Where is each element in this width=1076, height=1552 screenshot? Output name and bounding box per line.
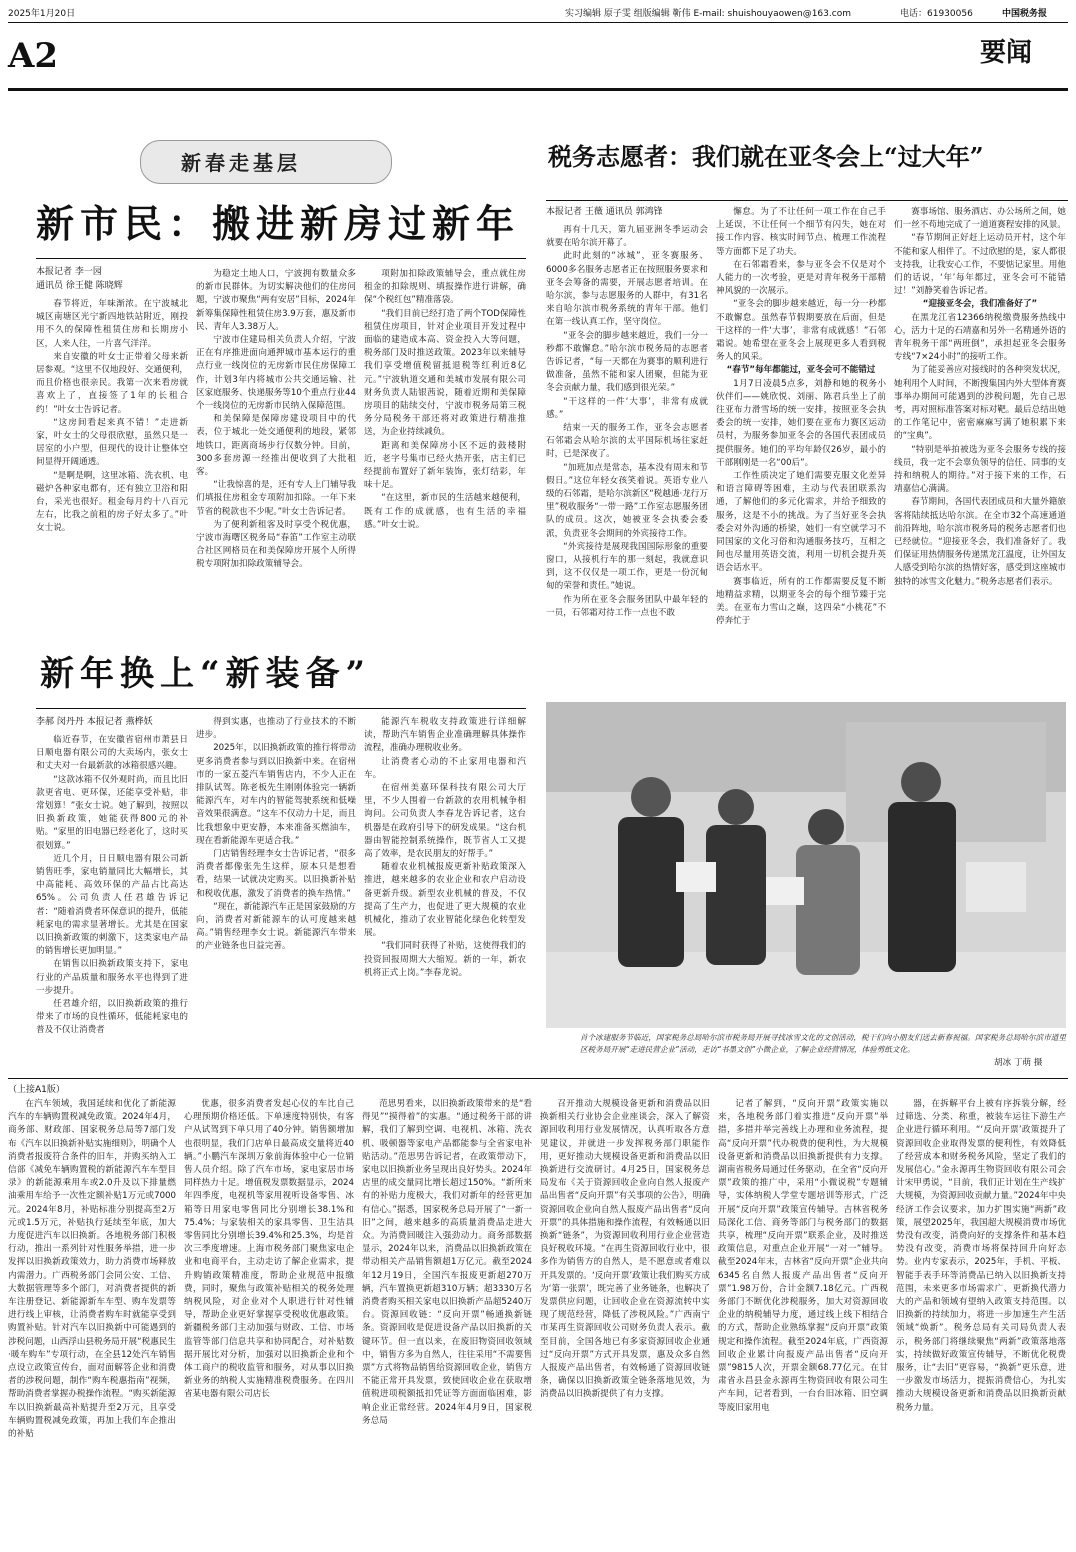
paragraph: 任君雄介绍，以旧换新政策的推行带来了市场的良性循环，低能耗家电的普及不仅让消费者 [36, 999, 188, 1036]
paragraph: 在石邻霜看来，参与亚冬会不仅是对个人能力的一次考验，更是对青年税务干部精神风貌的一次展示。 [716, 259, 886, 297]
paragraph: 召开推动大规模设备更新和消费品以旧换新相关行业协会企业座谈会，深入了解资源回收利用行业发展情况，认真听取各方意见建议，并就进一步发挥税务部门职能作用，更好推动大规模设备更新和消费品以旧换新进行交流研讨。4月25日，国家税务总局发布《关于资源回收企业向自然人报废产品出售者“反向开票”有关事项的公告》，明确资源回收企业向自然人报废产品出售者“反向开票”的具体措施和操作流程，有效畅通以旧换新“链条”，为资源回收利用行业企业营造良好税收环境。“在再生资源回收行业中，很多作为销售方的自然人，是不愿意或者难以开具发票的。‘反向开票’政策让我们购买方成为‘第一张票’，既完善了业务链条，也解决了发票供应问题，让回收企业在资源流转中实现了规范经营，降低了涉税风险。”广西南宁市某再生资源回收公司财务负责人表示。截至目前，全国各地已有多家资源回收企业通过“反向开票”方式开具发票，惠及众多自然人报废产品出售者，有效畅通了资源回收链条，确保以旧换新政策全链条落地见效，为消费品以旧换新提供了有力支撑。 [540, 1099, 710, 1400]
article1-byline-reporter: 本报记者 李一园 [36, 267, 102, 277]
article1-column-2 [196, 268, 356, 628]
article2-byline: 李郝 闵丹丹 本报记者 燕桦妖 [36, 717, 153, 727]
paragraph: 在黑龙江省12366纳税缴费服务热线中心，活力十足的石靖嘉和另外一名精通外语的青年税务干部“两班倒”，承担起亚冬会服务专线“7×24小时”的接听工作。 [894, 312, 1066, 363]
continuation-column-4 [540, 1098, 710, 1544]
series-banner [140, 140, 392, 184]
paragraph: 为了便利新租客及时享受个税优惠，宁波市海曙区税务局“春笛”工作室主动联合社区网格员在和美保障房开展个人所得税专项附加扣除政策辅导会。 [196, 519, 356, 570]
news-photo-illustration [546, 702, 1066, 1028]
paragraph: 赛事临近，所有的工作都需要反复不断地精益求精，以期亚冬会的每个细节臻于完美。在亚布力雪山之巅，这四朵“小桃花”不停奔忙于 [716, 576, 886, 627]
paragraph: 此时此刻的“冰城”，亚冬赛服务、6000多名服务志愿者正在按照服务要求和亚冬会筹备的需要，开展志愿者培训。在哈尔滨，参与志愿服务的人群中，有31名来自哈尔滨市税务系统的青年干部。他们在第一线认真工作，坚守岗位。 [546, 251, 708, 328]
paragraph: 为了能妥善应对接线时的各种突发状况，她利用个人时间，不断搜集国内外大型体育赛事举办期间可能遇到的涉税问题，先自己思考，再对照标准答案对标对靶。最后总结出她的工作笔记中，密密麻麻写满了她积累下来的“宝典”。 [894, 365, 1066, 442]
article1-rule [36, 258, 526, 259]
article3-column-1 [546, 224, 708, 694]
paragraph: 赛事场馆、服务酒店、办公场所之间，她们一丝不苟地完成了一道道赛程安排的风景。 [894, 207, 1066, 231]
paragraph: “干这样的一件‘大事’，非常有成就感。” [546, 396, 708, 420]
article1-column-3 [364, 268, 526, 628]
paragraph: “亚冬会的脚步越来越近，我们一分一秒都不敢懈怠。”哈尔滨市税务局的志愿者告诉记者，“每一天都在为赛事的顺利进行做准备，虽然不能和家人团聚，但能为亚冬会贡献力量，我们感到很光荣。” [546, 330, 708, 394]
paragraph: 宁波市住建局相关负责人介绍，宁波正在有序推进面向通押城市基本运行的重点行业一线岗位的无房新市民住房保障工作，计划3年内将城市公共交通运输、社区家庭服务、快递服务等10个重点行业44个一线岗位的无房新市民纳入保障范围。 [196, 335, 356, 412]
issue-date: 2025年1月20日 [8, 9, 76, 19]
paragraph: 再有十几天，第九届亚洲冬季运动会就要在哈尔滨开幕了。 [546, 225, 708, 249]
series-banner-text: 新春走基层 [181, 151, 301, 175]
paragraph: “特别是举拍被选为亚冬会服务专线的接线员，我一定不会辜负领导的信任、同事的支持和纳税人的期待。”对于接下来的工作，石靖嘉信心满满。 [894, 444, 1066, 495]
article2-rule [36, 708, 526, 709]
paragraph: “这房间看起来真不错！”走进新家，叶女士的父母很欣慰，虽然只是一居室的小户型，但现代的设计让整体空间显得开阔通透。 [36, 417, 188, 468]
paragraph: “我们目前已经打造了两个TOD保障性租赁住房项目，针对企业项目开发过程中面临的建造成本高、资金投入大等问题，税务部门及时推送政策。2023年以来辅导我们享受增值税留抵退税等红利近8亿元。”宁波轨道交通和美城市发展有限公司财务负责人陆银茜说，随着近期和美保障房项目的陆续交付，宁波市税务局第三税务分局税务干部还将对政策进行精准推送，为企业持续减负。 [364, 308, 526, 438]
paragraph: 来自安徽的叶女士正带着父母来新居参观。“这里不仅地段好、交通便利，而且价格也很亲民。我第一次来看房就喜欢上了，直接签了1年的长租合约！”叶女士告诉记者。 [36, 351, 188, 415]
paragraph: “加班加点是常态，基本没有周末和节假日。”这位年轻女孩笑着说。英语专业八级的石邻霜，是哈尔滨新区“税越通·龙行万里”税收服务“一带一路”工作室志愿服务团队的成员。这次，她被亚冬会执委会委派，负责亚冬会期间的外宾接待工作。 [546, 462, 708, 539]
paragraph: 工作性质决定了她们需要克服文化差异和语言障碍等困难，主动与代表团联系沟通，了解他们的多元化需求，并给予细致的服务，这是不小的挑战。为了当好亚冬会执委会对外沟通的桥梁，她们一有空就学习不同国家的文化习俗和沟通服务技巧，互相之间也尽量用英语交流，利用一切机会提升英语会话水平。 [716, 471, 886, 574]
paragraph: “这款冰箱不仅外观时尚，而且比旧款更省电、更环保，还能享受补贴，非常划算！”张女士说。她了解到，按照以旧换新政策，她能获得800元的补贴。“家里的旧电器已经老化了，这时买很划算。” [36, 774, 188, 851]
paragraph: “在这里，新市民的生活越来越便利，既有工作的成就感，也有生活的幸福感。”叶女士说。 [364, 493, 526, 530]
masthead-thick-rule [8, 88, 1068, 91]
continuation-column-1 [8, 1098, 176, 1544]
subheading: “春节”每年都能过，亚冬会可不能错过 [726, 365, 876, 376]
paragraph: 在汽车领域，我国延续和优化了新能源汽车的车辆购置税减免政策。2024年4月，商务部、财政部、国家税务总局等7部门发布《汽车以旧换新补贴实施细则》，明确个人消费者报废符合条件的旧车，并购买纳入工信部《减免车辆购置税的新能源汽车车型目录》的新能源乘用车或2.0升及以下排量燃油乘用车给予一次性定额补贴1万元或7000元。2024年8月，补贴标准分别提高至2万元或1.5万元，补贴执行延续至年底，加大力度促进汽车以旧换新。各地税务部门积极行动，推出一系列针对性服务举措，进一步发挥以旧换新政策效力，助力消费市场释放内需潜力。广西税务部门会同公安、工信、大数据管理等多个部门，对消费者提供的新车注册登记、新能源新车车型、购车发票等进行线上审核，让消费者购车时就能享受到购置补贴。针对汽车以旧换新中可能遇到的涉税问题，山西浮山县税务局开展“税惠民生·暖车购车”专项行动，在全县12处汽车销售点设立政策宣传台，面对面解答企业和消费者的涉税问题，制作“购车税惠指南”视频，帮助消费者掌握办税操作流程。“购买新能源车以旧换新最高补贴提升至2万元，且享受车辆购置税减免政策，再加上我们车企推出的补贴 [8, 1099, 176, 1440]
paragraph: 临近春节，在安徽省宿州市萧县日日顺电器有限公司的大卖场内，张女士和丈夫对一台最新款的冰箱很感兴趣。 [36, 735, 188, 772]
article3-headline: 税务志愿者：我们就在亚冬会上“过大年” [548, 142, 984, 171]
continuation-column-5 [718, 1098, 888, 1544]
article2-column-1 [36, 734, 188, 1084]
editor-info: 实习编辑 原子雯 组版编辑 靳伟 E-mail: shuishouyaowen@163.com [565, 9, 851, 19]
paragraph: “亚冬会的脚步越来越近，每一分一秒都不敢懈怠。虽然春节假期要放在后面，但是干这样的一件‘大事’，非常有成就感！”石邻霜说。她希望在亚冬会上展现更多人看到税务人的风采。 [716, 299, 886, 363]
paragraph: 门店销售经理李女士告诉记者，“很多消费者都像张先生这样，原本只是想看看，结果一试就决定购买。以旧换新补贴和税收优惠，激发了消费者的换车热情。” [196, 849, 356, 899]
paragraph: 懈怠。为了不让任何一项工作在自己手上延误，不让任何一个细节有闪失，她在对接工作内容、核实时间节点、梳理工作流程等方面都下足了功夫。 [716, 207, 886, 257]
lower-section-rule [8, 1078, 1068, 1079]
article2-column-3 [364, 716, 526, 1084]
paragraph: 器，在拆解平台上被有序拆装分解，经过筛选、分类、称重，被装车运往下游生产企业进行循环利用。“‘反向开票’政策提升了资源回收企业取得发票的便利性，有效降低了经营成本和财务税务风险，坚定了我们的发展信心。”金永源再生物资回收有限公司会计宋甲勇说，“目前，我们正计划在生产线扩大规模，为资源回收贡献力量。”2024年中央经济工作会议要求，加力扩围实施“两新”政策，展望2025年，我国超大规模消费市场优势没有改变，消费向好的支撑条件和基本趋势没有改变，消费市场将保持回升向好态势。业内专家表示，2025年，手机、平板、智能手表手环等消费品已纳入以旧换新支持范围，未来更多市场需求广、更新换代潜力大的产品和领域有望纳入政策支持范围。以旧换新的持续加力，将进一步加速生产生活领域“焕新”。税务总局有关司局负责人表示，税务部门将继续聚焦“两新”政策落地落实，持续做好政策宣传辅导，不断优化税费服务，让“去旧”更容易，“换新”更乐意，进一步激发市场活力，提振消费信心，为扎实推动大规模设备更新和消费品以旧换新贡献税务力量。 [896, 1099, 1066, 1413]
article3-byline: 本报记者 王薇 通讯员 郭鸿锋 [546, 207, 663, 217]
masthead-rule [8, 22, 1068, 23]
paragraph: “春节期间正好赶上运动员开村，这个年不能和家人相伴了。不过欣慰的是，家人都很支持我，让我安心工作，不要惦记家里。用他们的话说，‘年’每年都过，亚冬会可不能错过！”刘静笑着告诉记者。 [894, 233, 1066, 297]
paragraph: 近几个月，日日顺电器有限公司新销售旺季，家电销量同比大幅增长，其中高能耗、高效环保的产品占比高达65%。公司负责人任君雄告诉记者：“随着消费者环保意识的提升，低能耗家电的需求显著增长。尤其是在国家以旧换新政策的刺激下，这类家电产品的销售增长更加明显。” [36, 853, 188, 957]
paragraph: 记者了解到，“反向开票”政策实施以来，各地税务部门着实推进“反向开票”举措，多措并举完善线上办理和业务流程，提高“反向开票”代办税费的便利性，为大规模设备更新和消费品以旧换新提供有力支撑。湖南省税务局通过任务驱动，在全省“反向开票”政策的推广中，采用“小微说税”专题辅导，实体纳税人学堂专题培训等形式，广泛开展“反向开票”政策宣传辅导。吉林省税务局深化工信、商务等部门与税务部门的数据共享，梳理“反向开票”联系企业，及时推送政策信息，对重点企业开展“一对一”辅导。截至2024年末，吉林省“反向开票”企业共向6345名自然人报废产品出售者“反向开票”1.98万份，合计金额7.18亿元。广西税务部门不断优化涉税服务，加大对资源回收企业的纳税辅导力度，通过线上线下相结合的方式，帮助企业熟练掌握“反向开票”政策规定和操作流程。截至2024年底，广西资源回收企业累计向报废产品出售者“反向开票”9815人次，开票金额68.77亿元。在甘肃省永昌县金永源再生物资回收有限公司生产车间，记者看到，一台台旧冰箱、旧空调等废旧家用电 [718, 1099, 888, 1413]
paragraph: 项附加扣除政策辅导会，重点就住房租金的扣除规则、填报操作进行讲解，确保“个税红包”精准落袋。 [364, 269, 526, 306]
phone-number: 电话：61930056 [900, 9, 973, 19]
paper-name: 中国税务报 [1002, 9, 1048, 19]
paragraph: 随着农业机械报废更新补贴政策深入推进，越来越多的农业企业和农户启动设备更新升级。新型农业机械的普及，不仅提高了生产力，也促进了更大规模的农业机械化，推动了农业智能化绿色化转型发展。 [364, 862, 526, 939]
photo-caption: 首个冰建服务节临近，国家税务总局哈尔滨市税务局开展寻找冰雪文化的文创活动，税干们向小朋友们送去新春祝福。国家税务总局哈尔滨市道里区税务局开展“走进民营企业”活动，走访“书墨文创”小微企业，了解企业经营情况，体验剪纸文化。 [580, 1033, 1066, 1054]
continuation-column-6 [896, 1098, 1066, 1544]
paragraph: “外宾接待是展现我国国际形象的重要窗口，从接机行车的那一刻起，我就意识到，这不仅仅是一项工作，更是一份沉甸甸的荣誉和责任。”她说。 [546, 541, 708, 592]
article2-headline: 新年换上“新装备” [40, 654, 372, 694]
paragraph: “是啊是啊，这里冰箱、洗衣机、电磁炉各种家电都有，还有独立卫浴和阳台，采光也很好。租金每月约十八百元左右，比我之前租的房子好太多了。”叶女士说。 [36, 470, 188, 534]
paragraph: “现在，新能源汽车正是国家鼓励的方向，消费者对新能源车的认可度越来越高。”销售经理李女士说。新能源汽车带来的产业链条也日益完善。 [196, 901, 356, 952]
section-name: 要闻 [980, 38, 1033, 68]
paragraph: 春节期间，各国代表团成员和大量外籍旅客将陆续抵达哈尔滨。在全市32个高速通道前沿阵地，哈尔滨市税务局的税务志愿者们也已经就位。“迎接亚冬会，我们准备好了。我们保证用热情服务传递黑龙江温度，让外国友人感受到哈尔滨的热情好客，感受到这座城市独特的冰雪文化魅力。”税务志愿者们表示。 [894, 497, 1066, 587]
paragraph: 能源汽车税收支持政策进行详细解读，帮助汽车销售企业准确理解具体操作流程，准确办理税收业务。 [364, 717, 526, 754]
continuation-column-2 [184, 1098, 354, 1544]
paragraph: “让我惊喜的是，还有专人上门辅导我们填报住房租金专项附加扣除。一年下来节省的税款也不少呢。”叶女士告诉记者。 [196, 480, 356, 517]
article3-rule [546, 200, 1068, 201]
page-number: A2 [8, 36, 59, 76]
continuation-label: （上接A1版） [8, 1085, 65, 1095]
paragraph: 春节将近，年味渐浓。在宁波城北城区南塘区光宁新四地铁站附近，刚投用不久的保障性租赁住房和长期房小区，人来人往，一片喜气洋洋。 [36, 299, 188, 349]
article1-headline: 新市民：搬进新房过新年 [36, 201, 521, 246]
paragraph: “我们同时获得了补贴，这使得我们的投资回报周期大大缩短。新的一年，新农机将正式上岗。”李春龙说。 [364, 941, 526, 978]
news-photo [546, 702, 1066, 1028]
paragraph: 和美保障是保障房建设项目中的代表，位于城北一处交通便利的地段，紧邻地铁口，距离商场步行仅数分钟。目前，300多套房源一经推出便收到了大批租客。 [196, 414, 356, 478]
article3-column-2 [716, 206, 886, 694]
paragraph: 在销售以旧换新政策支持下，家电行业的产品质量和服务水平也得到了进一步提升。 [36, 959, 188, 996]
paragraph: 让消费者心动的不止家用电器和汽车。 [364, 756, 526, 780]
paragraph: 得到实惠，也推动了行业技术的不断进步。 [196, 717, 356, 741]
paragraph: 1月7日凌晨5点多，刘静和她的税务小伙伴们——姚欣悦、刘丽、陈君兵坐上了前往亚布力滑雪场的统一安排，按照亚冬会执委会的统一安排，她们要在亚布力赛区运动员村，为服务参加亚冬会的各国代表团成员提供服务。她们的平均年龄仅26岁，最小的干部刚刚是一名“00后”。 [716, 378, 886, 468]
paragraph: 2025年，以旧换新政策的推行将带动更多消费者参与到以旧换新中来。在宿州市的一家五菱汽车销售店内，不少人正在排队试驾。陈老板先生刚刚体验完一辆新能源汽车，对车内的智能驾驶系统和低噪音效果很满意。“这车不仅动力十足，而且比我想象中更安静，本来准备买燃油车，现在看新能源车更适合我。” [196, 743, 356, 846]
paragraph: 范思男看来，以旧换新政策带来的是“看得见”“摸得着”的实惠。“通过税务干部的讲解，我们了解到空调、电视机、冰箱、洗衣机、吸顿器等家电产品都能参与全省家电补贴活动。”范思男告诉记者，在政策带动下，家电以旧换新业务呈现出良好势头。2024年店里的成交量同比增长超过150%。“新所来有的补贴力度极大，我们对新年的经营更加有信心。”据悉，国家税务总局开展了“一新一旧”之间，越来越多的高质量消费品走进大众。为消费回暖注入强劲动力。商务部数据显示，2024年以来，消费品以旧换新政策在带动相关产品销售额超1万亿元。截至2024年12月19日，全国汽车报废更新超270万辆，汽车置换更新超310万辆；超3330万名消费者购买相关家电以旧换新产品超5240万台。资源回收链：“反向开票”畅通换新链条。资源回收是促进设备产品以旧换新的关键环节。但一直以来，在废旧物资回收领域中，销售方多为自然人，往往采用“不需要售票”方式将物品销售给资源回收企业，销售方不能正常开具发票，致使回收企业在获取增值税进项税额抵扣凭证等方面面临困难，影响企业正常经营。2024年4月9日，国家税务总局 [362, 1099, 532, 1426]
subheading: “迎接亚冬会，我们准备好了” [922, 299, 1038, 310]
photo-credit: 胡冰 丁萌 摄 [994, 1058, 1043, 1068]
paragraph: 优惠，很多消费者发起心仪的车比自己心理预期价格还低。下单速度特别快，有客户从试驾到下单只用了40分钟。销售额增加也很明显，我们门店单日最高成交量将近40辆。”小鹏汽车深圳万象前海体验中心一位销售人员介绍。除了汽车市场，家电家居市场同样热力十足。增值税发票数据显示，2024年四季度，电视机等家用视听设备零售、冰箱等日用家电零售同比分别增长38.1%和75.4%；与家装相关的家具零售、卫生洁具零售同比分别增长39.4%和25.3%，均是首次三季度增速。上海市税务部门聚焦家电企业和电商平台，主动走访了解企业需求，提升购销政策精准度，帮助企业规范申报缴费，同时，聚焦与政策补贴相关的税务处理纳税风险，对企业对个人职进行针对性辅导，帮助企业更好掌握享受税收优惠政策。新疆税务部门主动加强与财政、工信、市场监管等部门信息共享和协同配合，对补贴数据开展比对分析，加强对以旧换新企业和个体工商户的税收监管和服务，对从事以旧换新业务的纳税人实施精准税费服务。在四川省某电器有限公司店长 [184, 1099, 354, 1400]
paragraph: 在宿州美嘉环保科技有限公司大厅里，不少人围着一台新款的农用机械争相询问。公司负责人李春龙告诉记者，这台机器是在政府引导下的研发成果。“这台机器由智能控制系统操作，既节省人工又提高了效率，是农民朋友的好帮手。” [364, 783, 526, 860]
paragraph: 结束一天的服务工作，亚冬会志愿者石邻霜会从哈尔滨的太平国际机场往家赶时，已是深夜了。 [546, 423, 708, 460]
article1-byline-correspondent: 通讯员 徐王健 陈晓辉 [36, 281, 123, 291]
article3-column-3 [894, 206, 1066, 694]
paragraph: 为稳定土地人口，宁波拥有数量众多的新市民群体。为切实解决他们的住房问题，宁波市聚焦“两有安居”目标，2024年新筹集保障性租赁住房3.9万套，惠及新市民、青年人3.38万人。 [196, 269, 356, 332]
article1-column-1 [36, 298, 188, 628]
continuation-column-3 [362, 1098, 532, 1544]
paragraph: 作为所在亚冬会服务团队中最年轻的一员，石邻霜对待工作一点也不敢 [546, 594, 708, 618]
article2-column-2 [196, 716, 356, 1084]
paragraph: 距离和美保障房小区不远的鼓楼附近，老字号集市已经火热开张，店主们已经提前布置好了新年装饰，张灯结彩，年味十足。 [364, 440, 526, 491]
